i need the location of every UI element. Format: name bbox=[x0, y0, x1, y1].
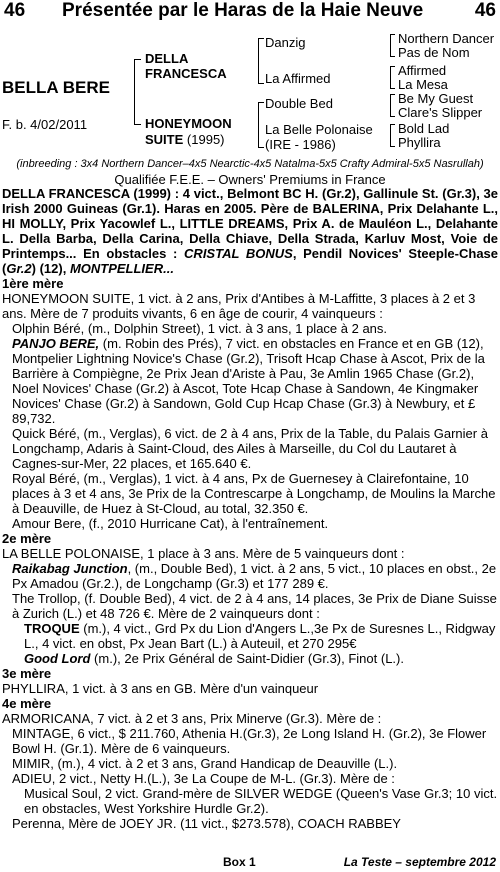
fourth-dam-text: ARMORICANA, 7 vict. à 2 et 3 ans, Prix Minerve (Gr.3). Mère de : bbox=[2, 711, 382, 726]
inbreeding-note: (inbreeding : 3x4 Northern Dancer–4x5 Nearctic-4x5 Natalma-5x5 Crafty Admiral-5x5 Nasrullah) bbox=[16, 158, 484, 170]
header-title: Présentée par le Haras de la Haie Neuve bbox=[62, 0, 424, 21]
gen3-4: La Mesa bbox=[398, 77, 448, 92]
section-second-dam: 2e mère bbox=[2, 531, 52, 546]
bracket-gen2-sire bbox=[258, 38, 264, 84]
gen3-1: Northern Dancer bbox=[398, 31, 495, 46]
produce-3: Quick Béré, (m., Verglas), 6 vict. de 2 à 4 ans, Prix de la Table, du Palais Garnier à Longchamp, Adaris à Saint-Cloud, des Ailes à Marseille, du Col du Lautaret à Cagnes-sur-Mer, 22 places, et 165.640 €. bbox=[12, 426, 488, 471]
dam-name: HONEYMOON SUITE bbox=[145, 116, 232, 147]
horse-birth: F. b. 4/02/2011 bbox=[2, 117, 88, 132]
second-dam-produce-1: Raikabag Junction, (m., Double Bed), 1 vict. à 2 ans, 5 vict., 10 places en obst., 2e Px Amadou (Gr.2.), de Longchamp (Gr.3) et 177 289 €. bbox=[12, 561, 497, 591]
catalogue-text bbox=[2, 186, 498, 831]
bracket-gen3-1 bbox=[390, 34, 395, 57]
bracket-gen3-3 bbox=[390, 94, 395, 117]
lot-number-right: 46 bbox=[474, 0, 496, 21]
gen3-7: Bold Lad bbox=[398, 121, 450, 136]
sire-name: DELLA FRANCESCA bbox=[145, 51, 227, 81]
third-dam-text: PHYLLIRA, 1 vict. à 3 ans en GB. Mère d'un vainqueur bbox=[2, 681, 319, 696]
sire-paragraph: DELLA FRANCESCA (1999) : 4 vict., Belmont BC H. (Gr.2), Gallinule St. (Gr.3), 3e Irish 2000 Guineas (Gr.1). Haras en 2005. Père de BALERINA, Prix Delahante L., HI MOLLY, Prix Yacowlef L., LITTLE DREAMS, Prix A. de Mauléon L., Delahante L. Della Barba, Della Carina, Della Chiave, Della Strada, Karluv Most, Voie de Printemps... En obstacles : CRISTAL BONUS, Pendil Novices' Steeple-Chase (Gr.2) (12), MONTPELLIER... bbox=[2, 186, 499, 276]
bracket-gen1 bbox=[134, 59, 141, 125]
box-label: Box 1 bbox=[223, 855, 256, 869]
produce-4: Royal Béré, (m., Verglas), 1 vict. à 4 ans, Px de Guernesey à Clairefontaine, 10 places à 3 et 4 ans, 3e Prix de la Contrescarpe à Longchamp, de Moulins la Marche à Deauville, de Huez à St-Cloud, au total, 32.350 €. bbox=[12, 471, 496, 516]
lot-number-left: 46 bbox=[4, 0, 26, 21]
produce-5: Amour Bere, (f., 2010 Hurricane Cat), à l'entraînement. bbox=[12, 516, 329, 531]
gen2-dam-dam-origin: (IRE - 1986) bbox=[265, 137, 336, 152]
horse-name: BELLA BERE bbox=[2, 78, 110, 97]
fourth-dam-produce-2: MIMIR, (m.), 4 vict. à 2 et 3 ans, Grand Handicap de Deauville (L.). bbox=[12, 756, 398, 771]
gen2-dam-dam: La Belle Polonaise bbox=[265, 122, 373, 137]
qualification: Qualifiée F.E.E. – Owners' Premiums in France bbox=[114, 172, 386, 187]
first-dam-text: HONEYMOON SUITE, 1 vict. à 2 ans, Prix d'Antibes à M-Laffitte, 3 places à 2 et 3 ans. Mère de 7 produits vivants, 6 en âge de courir, 4 vainqueurs : bbox=[2, 291, 476, 321]
produce-1: Olphin Béré, (m., Dolphin Street), 1 vict. à 3 ans, 1 place à 2 ans. bbox=[12, 321, 388, 336]
gen3-6: Clare's Slipper bbox=[398, 105, 483, 120]
header bbox=[4, 0, 496, 22]
section-fourth-dam: 4e mère bbox=[2, 696, 52, 711]
fourth-dam-produce-4: Musical Soul, 2 vict. Grand-mère de SILVER WEDGE (Queen's Vase Gr.3; 10 vict. en obstacles, West Yorkshire Hurdle Gr.2). bbox=[24, 786, 498, 816]
fourth-dam-produce-3: ADIEU, 2 vict., Netty H.(L.), 3e La Coupe de M-L. (Gr.3). Mère de : bbox=[12, 771, 395, 786]
fourth-dam-produce-5: Perenna, Mère de JOEY JR. (11 vict., $273.578), COACH RABBEY bbox=[12, 816, 401, 831]
gen3-5: Be My Guest bbox=[398, 91, 474, 106]
gen2-sire-dam: La Affirmed bbox=[265, 71, 331, 86]
bracket-gen3-4 bbox=[390, 124, 395, 147]
second-dam-text: LA BELLE POLONAISE, 1 place à 3 ans. Mère de 5 vainqueurs dont : bbox=[2, 546, 405, 561]
second-dam-produce-2: The Trollop, (f. Double Bed), 4 vict. de 2 à 4 ans, 14 places, 3e Prix de Diane Suisse à Zurich (L.) et 48 726 €. Mère de 2 vainqueurs dont : bbox=[12, 591, 497, 621]
bracket-gen3-2 bbox=[390, 66, 395, 89]
section-third-dam: 3e mère bbox=[2, 666, 52, 681]
second-dam-produce-4: Good Lord (m.), 2e Prix Général de Saint-Didier (Gr.3), Finot (L.). bbox=[24, 651, 404, 666]
dam-year: (1995) bbox=[186, 132, 225, 147]
fourth-dam-produce-1: MINTAGE, 6 vict., $ 211.760, Athenia H.(Gr.3), 2e Long Island H. (Gr.2), 3e Flower Bowl H. (Gr.1). Mère de 6 vainqueurs. bbox=[12, 726, 487, 756]
dam-block bbox=[145, 116, 265, 148]
gen2-dam-sire: Double Bed bbox=[265, 96, 333, 111]
section-first-dam: 1ère mère bbox=[2, 276, 64, 291]
produce-2: PANJO BERE, (m. Robin des Prés), 7 vict. en obstacles en France et en GB (12), Montpelier Lightning Novice's Chase (Gr.2), Trisoft Hcap Chase à Ascot, Prix de la Barrière à Compiègne, 2e Prix Jean d'Ariste à Pau, 3e Amlin 1965 Chase (Gr.2), Noel Novices' Chase (Gr.2) à Ascot, Tote Hcap Chase à Sandown, 4e Kingmaker Novices' Chase (Gr.2) à Sandown, Gold Cup Hcap Chase (Gr.3) à Newbury, et £ 89,732. bbox=[12, 336, 485, 426]
sale-location: La Teste – septembre 2012 bbox=[343, 855, 496, 869]
gen2-sire-sire: Danzig bbox=[265, 35, 306, 50]
footer bbox=[0, 855, 500, 872]
gen3-8: Phyllira bbox=[398, 135, 441, 150]
second-dam-produce-3: TROQUE (m.), 4 vict., Grd Px du Lion d'Angers L.,3e Px de Suresnes L., Ridgway L., 4 vict. en obst, Px Jean Bart (L.) à Auteuil, et 270 295€ bbox=[24, 621, 496, 651]
bracket-gen2-dam bbox=[258, 102, 264, 148]
gen3-2: Pas de Nom bbox=[398, 45, 470, 60]
pedigree-table bbox=[0, 32, 500, 158]
gen3-3: Affirmed bbox=[398, 63, 447, 78]
